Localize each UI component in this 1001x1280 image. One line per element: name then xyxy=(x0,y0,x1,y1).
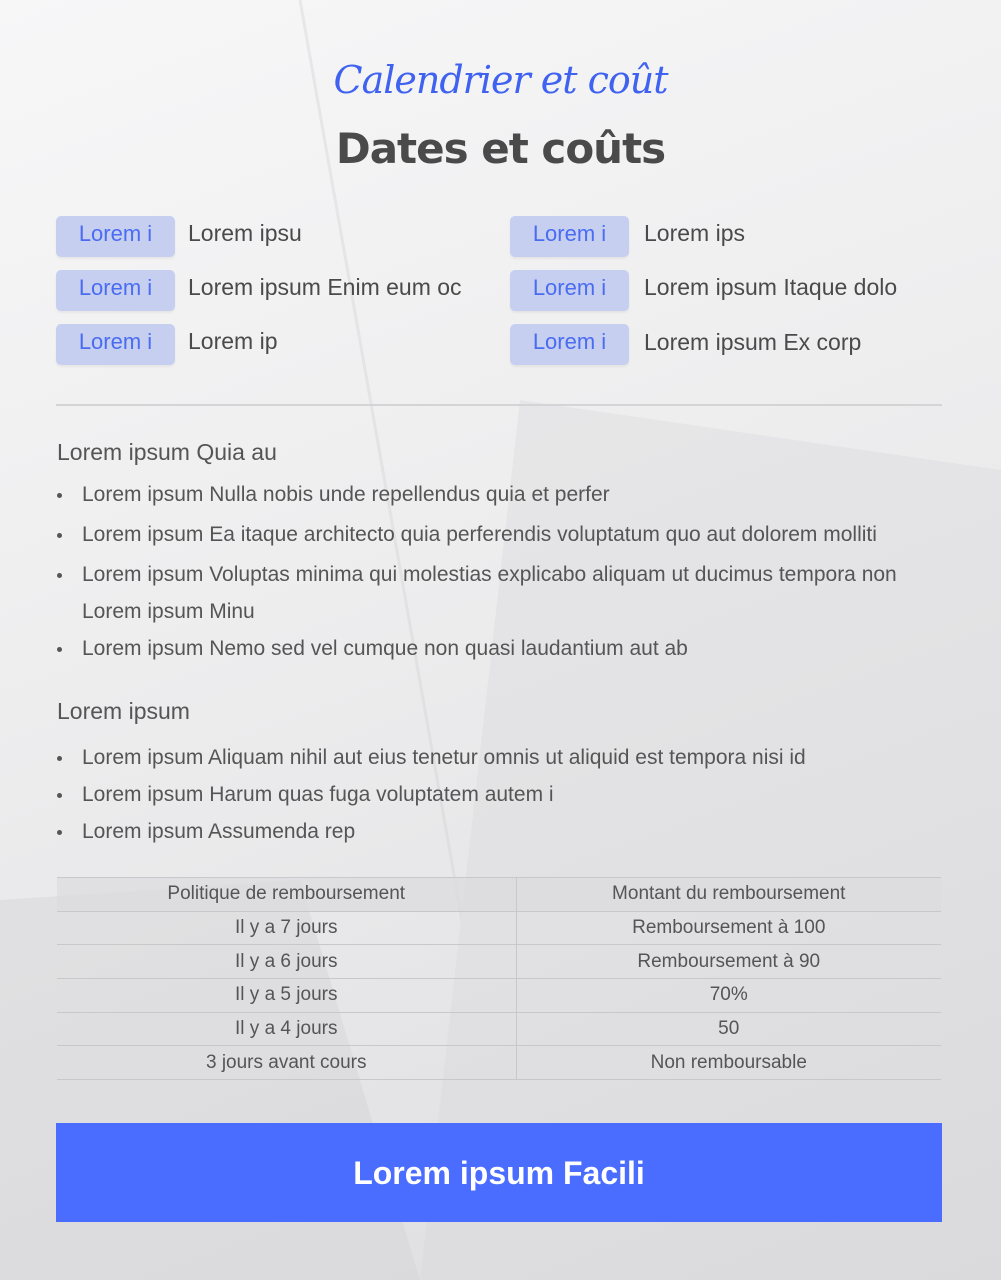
table-row xyxy=(57,1012,941,1046)
table-cell: Il y a 4 jours xyxy=(57,1012,516,1046)
table-cell: Remboursement à 100 xyxy=(516,911,941,945)
bullet-list xyxy=(57,476,947,667)
info-text: Lorem ip xyxy=(188,328,278,354)
script-subtitle: Calendrier et coût xyxy=(333,58,668,102)
section-heading: Lorem ipsum xyxy=(57,698,190,724)
table-cell: Il y a 5 jours xyxy=(57,979,516,1013)
list-item: Lorem ipsum Aliquam nihil aut eius tenetur omnis ut aliquid est tempora nisi id xyxy=(57,739,947,776)
list-item: Lorem ipsum Assumenda rep xyxy=(57,813,947,850)
table-cell: 3 jours avant cours xyxy=(57,1046,516,1080)
bullet-list xyxy=(57,739,947,850)
table-row xyxy=(57,911,941,945)
table-row xyxy=(57,945,941,979)
list-item: Lorem ipsum Ea itaque architecto quia perferendis voluptatum quo aut dolorem molliti xyxy=(57,516,947,553)
table-row xyxy=(57,979,941,1013)
info-tag: Lorem i xyxy=(510,216,629,257)
info-text: Lorem ipsum Enim eum oc xyxy=(188,274,462,300)
table-cell: Il y a 7 jours xyxy=(57,911,516,945)
info-text: Lorem ipsum Ex corp xyxy=(644,329,862,355)
list-item: Lorem ipsum Harum quas fuga voluptatem autem i xyxy=(57,776,947,813)
info-tag: Lorem i xyxy=(510,270,629,311)
info-text: Lorem ipsu xyxy=(188,220,302,246)
table-cell: Il y a 6 jours xyxy=(57,945,516,979)
list-item: Lorem ipsum Nulla nobis unde repellendus quia et perfer xyxy=(57,476,947,513)
info-tag: Lorem i xyxy=(510,324,629,365)
cta-button[interactable]: Lorem ipsum Facili xyxy=(56,1123,942,1222)
page-title: Dates et coûts xyxy=(335,124,666,173)
column-header: Politique de remboursement xyxy=(57,878,516,912)
divider xyxy=(56,404,942,406)
info-tag: Lorem i xyxy=(56,324,175,365)
info-tag: Lorem i xyxy=(56,270,175,311)
list-item: Lorem ipsum Nemo sed vel cumque non quasi laudantium aut ab xyxy=(57,630,947,667)
column-header: Montant du remboursement xyxy=(516,878,941,912)
table-header-row xyxy=(57,878,941,912)
table-row xyxy=(57,1046,941,1080)
info-text: Lorem ipsum Itaque dolo xyxy=(644,274,898,300)
refund-table xyxy=(57,877,941,1080)
table-cell: Non remboursable xyxy=(516,1046,941,1080)
table-cell: 50 xyxy=(516,1012,941,1046)
info-tag: Lorem i xyxy=(56,216,175,257)
table-cell: 70% xyxy=(516,979,941,1013)
table-cell: Remboursement à 90 xyxy=(516,945,941,979)
info-text: Lorem ips xyxy=(644,220,745,246)
section-heading: Lorem ipsum Quia au xyxy=(57,439,277,465)
list-item: Lorem ipsum Voluptas minima qui molestias explicabo aliquam ut ducimus tempora non Lorem ipsum Minu xyxy=(57,556,947,630)
